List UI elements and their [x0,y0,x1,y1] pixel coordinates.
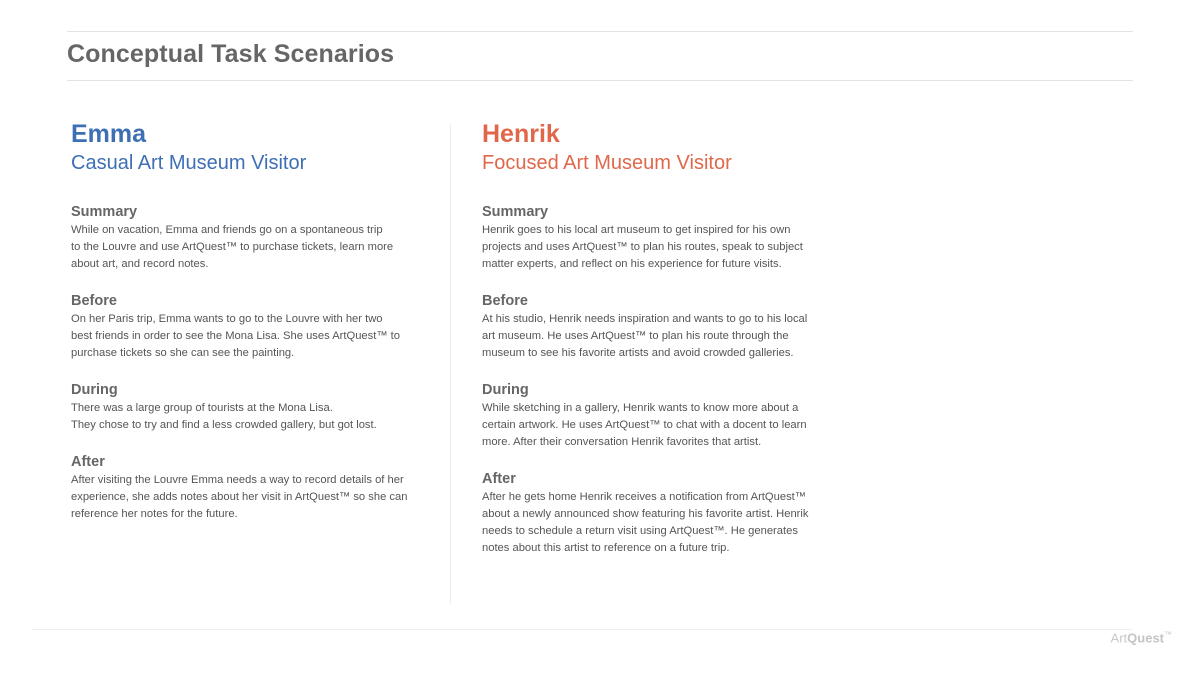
title-rule [67,80,1133,81]
page-title: Conceptual Task Scenarios [67,40,395,68]
top-rule [67,31,1133,32]
persona-role: Focused Art Museum Visitor [482,152,732,174]
section-title: Before [71,293,117,309]
persona-role: Casual Art Museum Visitor [71,152,307,174]
section-body: On her Paris trip, Emma wants to go to the Louvre with her two best friends in order to see the Mona Lisa. She uses ArtQuest™ to purchase tickets so she can see the painting. [71,313,400,359]
logo-trademark: ™ [1164,630,1172,639]
section-body: After visiting the Louvre Emma needs a way to record details of her experience, she adds notes about her visit in ArtQuest™ so she can reference her notes for the future. [71,474,408,520]
persona-henrik [482,118,842,575]
persona-name: Emma [71,120,147,148]
section-title: Summary [482,204,549,220]
persona-name: Henrik [482,120,560,148]
logo-bold-text: Quest [1127,630,1164,646]
section-body: There was a large group of tourists at the Mona Lisa. They chose to try and find a less crowded gallery, but got lost. [71,402,377,431]
section-during [71,380,431,434]
section-before [482,291,842,362]
section-body: After he gets home Henrik receives a notification from ArtQuest™ about a newly announced show featuring his favorite artist. Henrik needs to schedule a return visit using ArtQuest™. He generates notes about this artist to reference on a future trip. [482,491,809,554]
section-summary [71,202,431,273]
column-divider [450,124,451,604]
section-body: While on vacation, Emma and friends go on a spontaneous trip to the Louvre and use ArtQuest™ to purchase tickets, learn more about art, and record notes. [71,224,394,270]
section-title: Before [482,293,528,309]
section-before [71,291,431,362]
section-title: During [71,382,118,398]
persona-emma [71,118,431,541]
section-title: After [482,471,516,487]
section-title: Summary [71,204,138,220]
section-during [482,380,842,451]
section-title: During [482,382,529,398]
section-after [71,452,431,523]
artquest-logo [1111,630,1172,645]
footer-rule [32,629,1132,630]
section-body: Henrik goes to his local art museum to get inspired for his own projects and uses ArtQuest™ to plan his routes, speak to subject matter experts, and reflect on his experience for future visits. [482,224,803,270]
section-body: While sketching in a gallery, Henrik wants to know more about a certain artwork. He uses ArtQuest™ to chat with a docent to learn more. After their conversation Henrik favorites that artist. [482,402,807,448]
section-body: At his studio, Henrik needs inspiration and wants to go to his local art museum. He uses ArtQuest™ to plan his route through the museum to see his favorite artists and avoid crowded galleries. [482,313,808,359]
logo-light-text: Art [1110,630,1128,646]
section-title: After [71,454,105,470]
section-after [482,469,842,557]
section-summary [482,202,842,273]
